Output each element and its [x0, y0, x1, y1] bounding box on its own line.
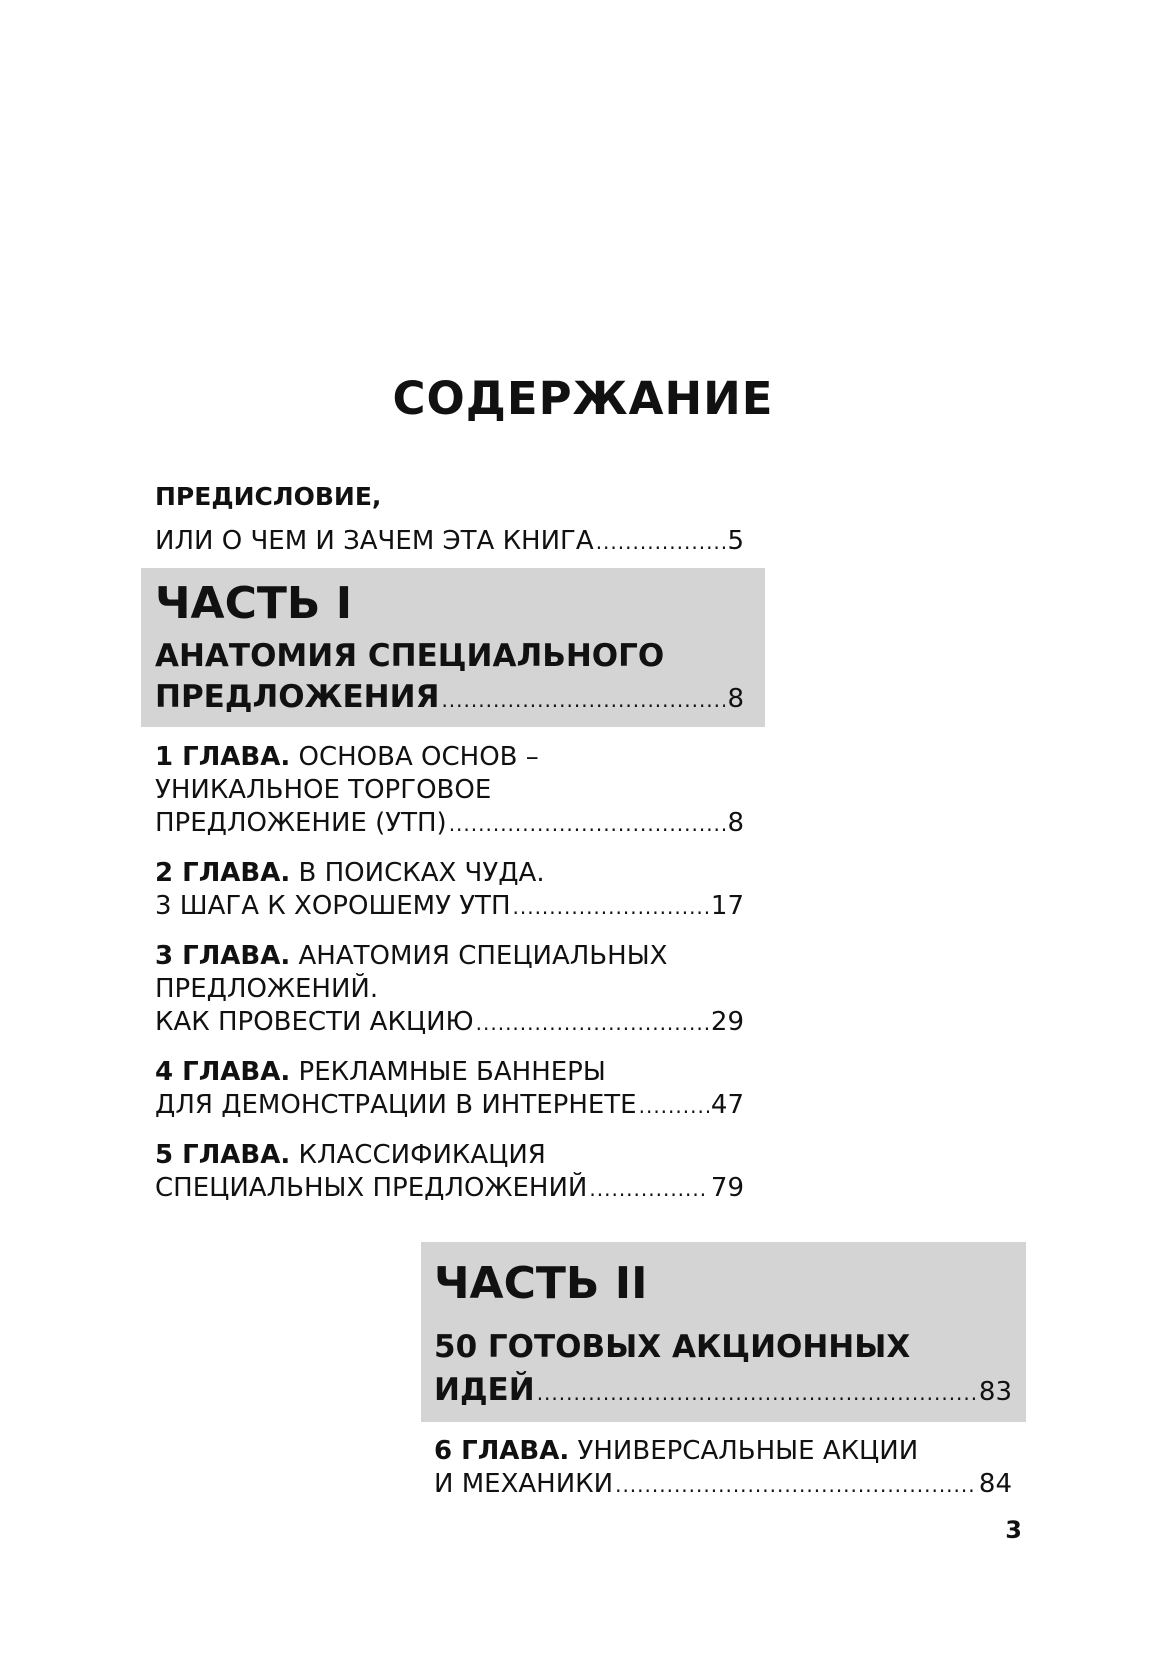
page-ref: 83 [978, 1377, 1012, 1407]
dot-leader [476, 1013, 709, 1033]
dot-leader [537, 1383, 977, 1403]
page-ref: 79 [710, 1173, 744, 1203]
toc-entry-chapter-1[interactable] [155, 810, 744, 836]
preface-text: ИЛИ О ЧЕМ И ЗАЧЕМ ЭТА КНИГА [155, 526, 594, 556]
dot-leader [589, 1179, 709, 1199]
page-ref: 47 [710, 1090, 744, 1120]
page-ref: 29 [710, 1007, 744, 1037]
toc-entry-chapter-2[interactable] [155, 893, 744, 919]
chapter-2-line-2: 3 ШАГА К ХОРОШЕМУ УТП [155, 891, 511, 921]
page-number: 3 [1005, 1516, 1022, 1544]
chapter-1-line-1: 1 ГЛАВА. ОСНОВА ОСНОВ – [155, 742, 539, 772]
dot-leader [513, 897, 709, 917]
chapter-6-line-1: 6 ГЛАВА. УНИВЕРСАЛЬНЫЕ АКЦИИ [434, 1436, 919, 1466]
chapter-1-line-2: УНИКАЛЬНОЕ ТОРГОВОЕ [155, 775, 492, 805]
chapter-4-line-1: 4 ГЛАВА. РЕКЛАМНЫЕ БАННЕРЫ [155, 1057, 606, 1087]
page-ref: 84 [978, 1469, 1012, 1499]
toc-entry-part-2[interactable] [434, 1372, 1012, 1408]
dot-leader [596, 532, 726, 552]
chapter-3-line-2: ПРЕДЛОЖЕНИЙ. [155, 974, 379, 1004]
chapter-1-line-3: ПРЕДЛОЖЕНИЕ (УТП) [155, 808, 447, 838]
toc-entry-chapter-6[interactable] [434, 1471, 1012, 1497]
page-ref: 8 [727, 808, 744, 838]
toc-entry-part-1[interactable] [155, 679, 744, 715]
chapter-5-line-1: 5 ГЛАВА. КЛАССИФИКАЦИЯ [155, 1140, 546, 1170]
toc-entry-chapter-5[interactable] [155, 1175, 744, 1201]
chapter-5-line-2: СПЕЦИАЛЬНЫХ ПРЕДЛОЖЕНИЙ [155, 1173, 588, 1203]
chapter-2-line-1: 2 ГЛАВА. В ПОИСКАХ ЧУДА. [155, 858, 545, 888]
preface-heading: ПРЕДИСЛОВИЕ, [155, 482, 382, 511]
part-1-title-cont: ПРЕДЛОЖЕНИЯ [155, 679, 440, 715]
part-2-title: 50 ГОТОВЫХ АКЦИОННЫХ [434, 1329, 911, 1365]
chapter-3-line-3: КАК ПРОВЕСТИ АКЦИЮ [155, 1007, 474, 1037]
page-ref: 8 [727, 684, 744, 714]
toc-entry-chapter-4[interactable] [155, 1092, 744, 1118]
chapter-6-line-2: И МЕХАНИКИ [434, 1469, 614, 1499]
part-2-label: ЧАСТЬ II [434, 1258, 648, 1309]
chapter-4-line-2: ДЛЯ ДЕМОНСТРАЦИИ В ИНТЕРНЕТЕ [155, 1090, 637, 1120]
dot-leader [441, 690, 725, 710]
dot-leader [615, 1475, 977, 1495]
chapter-3-line-1: 3 ГЛАВА. АНАТОМИЯ СПЕЦИАЛЬНЫХ [155, 941, 668, 971]
dot-leader [639, 1096, 709, 1116]
page-ref: 5 [727, 526, 744, 556]
page-title: СОДЕРЖАНИЕ [392, 372, 774, 425]
part-2-title-cont: ИДЕЙ [434, 1372, 535, 1408]
part-1-title: АНАТОМИЯ СПЕЦИАЛЬНОГО [155, 638, 665, 674]
page-ref: 17 [710, 891, 744, 921]
toc-entry-chapter-3[interactable] [155, 1009, 744, 1035]
part-1-label: ЧАСТЬ I [155, 578, 353, 629]
dot-leader [449, 814, 726, 834]
toc-entry-preface[interactable] [155, 528, 744, 554]
